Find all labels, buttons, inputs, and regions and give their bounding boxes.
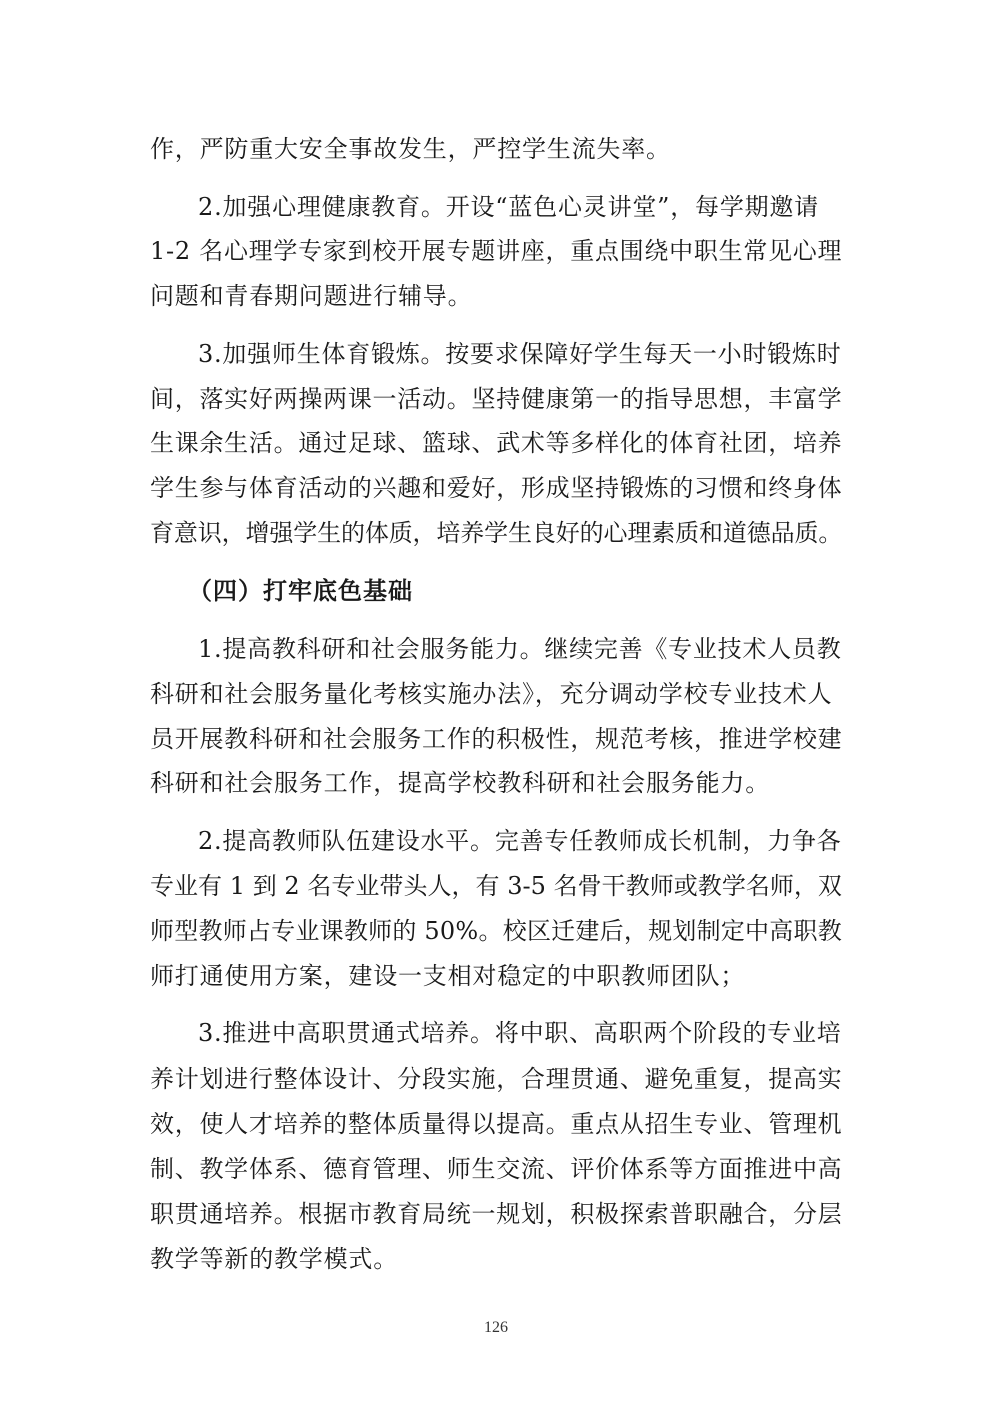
text-line: 2.加强心理健康教育。开设“蓝色心灵讲堂”，每学期邀请 [198,193,820,221]
text-line: 3.加强师生体育锻炼。按要求保障好学生每天一小时锻炼时 [198,340,842,368]
text-line: 员开展教科研和社会服务工作的积极性，规范考核，推进学校建 [150,725,843,753]
text-line: 专业有 1 到 2 名专业带头人，有 3-5 名骨干教师或教学名师，双 [150,872,842,900]
text-line: 职贯通培养。根据市教育局统一规划，积极探索普职融合，分层 [150,1200,843,1228]
text-line: 学生参与体育活动的兴趣和爱好，形成坚持锻炼的习惯和终身体 [150,474,843,502]
section-heading: （四）打牢底色基础 [188,576,413,605]
text-line: 科研和社会服务量化考核实施办法》，充分调动学校专业技术人 [150,680,833,708]
text-line: 师型教师占专业课教师的 50%。校区迁建后，规划制定中高职教 [150,917,842,945]
text-line: 生课余生活。通过足球、篮球、武术等多样化的体育社团，培养 [150,429,843,457]
text-line: 制、教学体系、德育管理、师生交流、评价体系等方面推进中高 [150,1155,843,1183]
text-line: 养计划进行整体设计、分段实施，合理贯通、避免重复，提高实 [150,1065,843,1093]
text-line: 2.提高教师队伍建设水平。完善专任教师成长机制，力争各 [198,827,842,855]
text-line: 教学等新的教学模式。 [150,1245,398,1273]
text-line: 1-2 名心理学专家到校开展专题讲座，重点围绕中职生常见心理 [150,237,843,265]
text-line: 科研和社会服务工作，提高学校教科研和社会服务能力。 [150,769,770,797]
page-number: 126 [484,1319,508,1336]
text-line: 间，落实好两操两课一活动。坚持健康第一的指导思想，丰富学 [150,385,843,413]
text-line: 3.推进中高职贯通式培养。将中职、高职两个阶段的专业培 [198,1019,842,1047]
text-line: 1.提高教科研和社会服务能力。继续完善《专业技术人员教 [198,635,842,663]
text-line: 师打通使用方案，建设一支相对稳定的中职教师团队； [150,962,746,990]
text-line: 问题和青春期问题进行辅导。 [150,282,473,310]
text-line: 效，使人才培养的整体质量得以提高。重点从招生专业、管理机 [150,1110,843,1138]
text-line: 育意识，增强学生的体质，培养学生良好的心理素质和道德品质。 [150,519,843,547]
text-line: 作，严防重大安全事故发生，严控学生流失率。 [150,135,671,163]
